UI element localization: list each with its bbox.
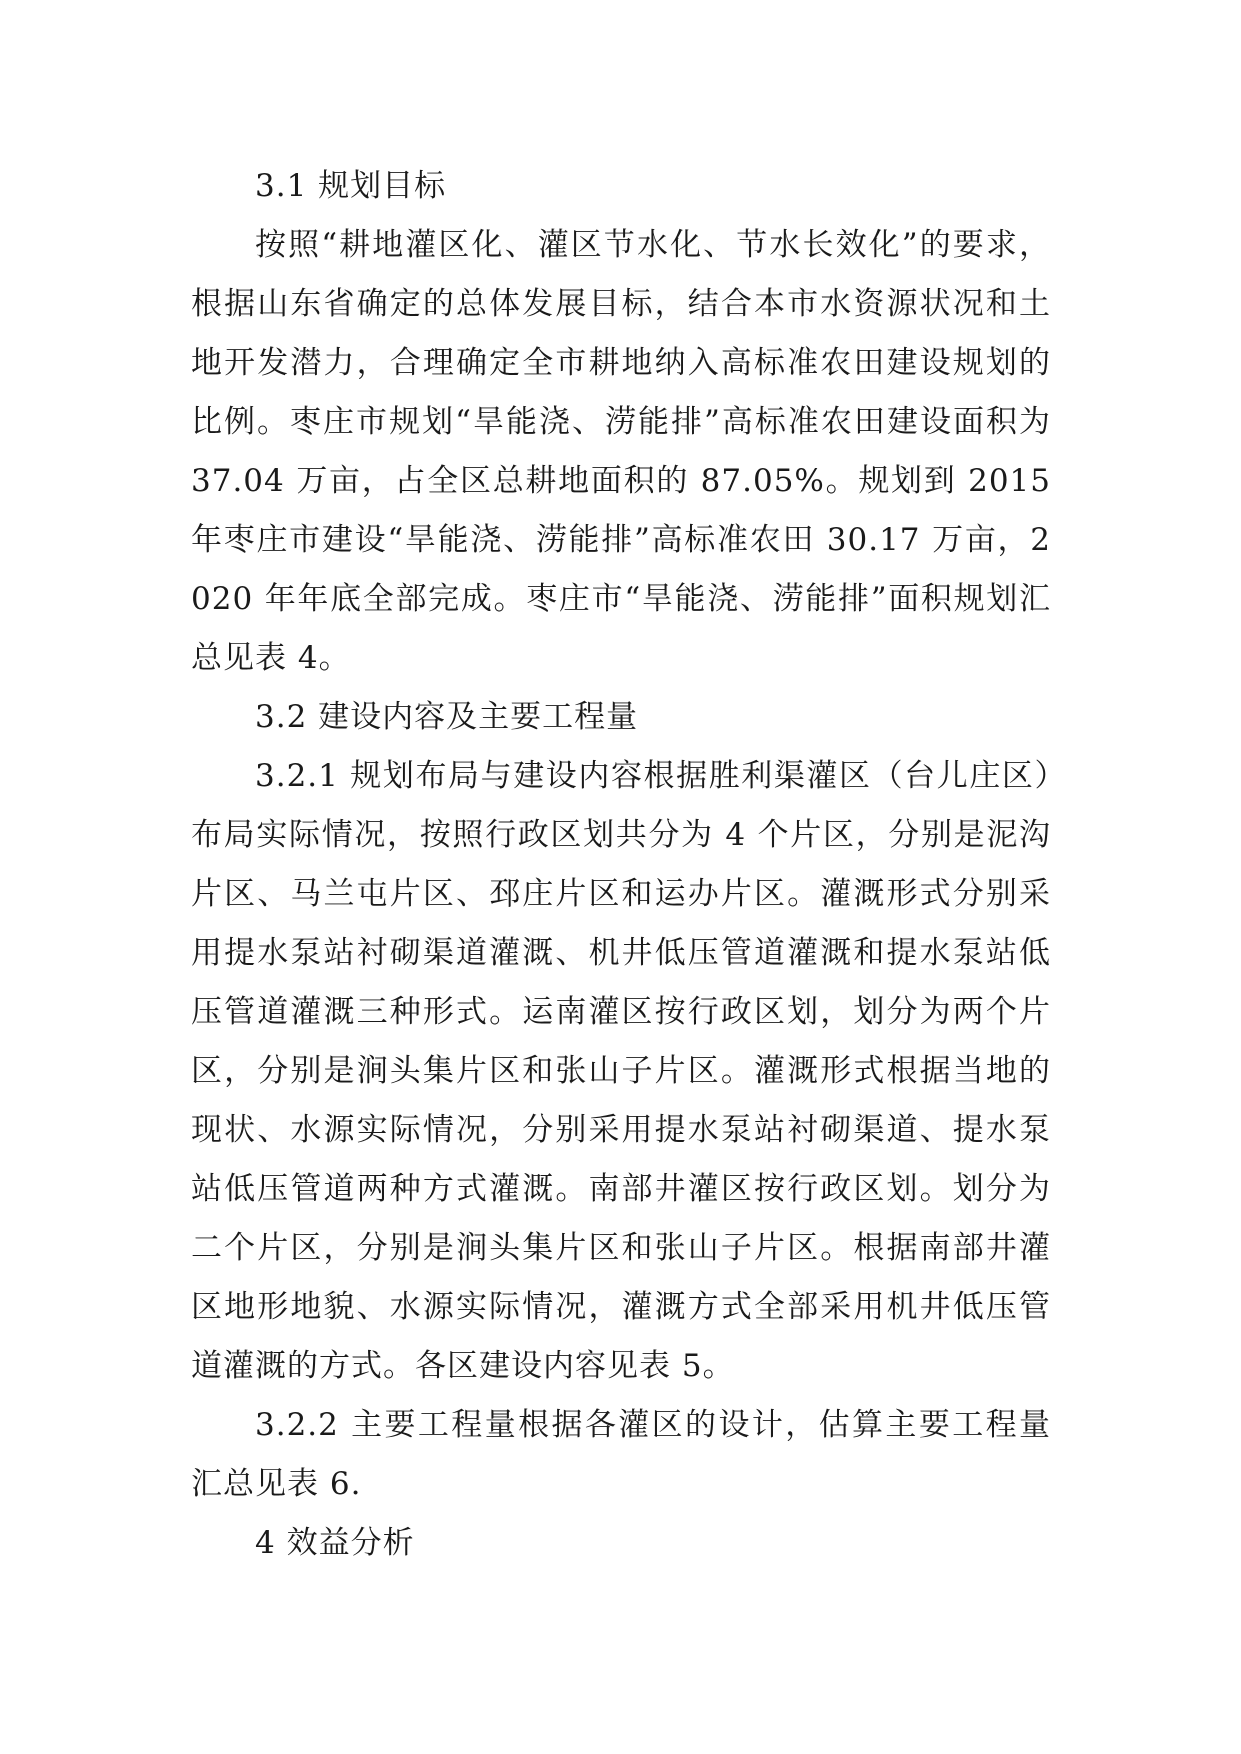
paragraph-planning-goals: 按照“耕地灌区化、灌区节水化、节水长效化”的要求，根据山东省确定的总体发展目标，结合本市水资源状况和土地开发潜力，合理确定全市耕地纳入高标准农田建设规划的比例。枣庄市规划“旱能浇、涝能排”高标准农田建设面积为 37.04 万亩，占全区总耕地面积的 87.05%。规划到 2015 年枣庄市建设“旱能浇、涝能排”高标准农田 30.17 万亩，2020 年年底全部完成。枣庄市“旱能浇、涝能排”面积规划汇总见表 4。 xyxy=(191,227,1051,676)
heading-4-benefit-analysis: 4 效益分析 xyxy=(255,1525,415,1561)
paragraph-main-quantities: 3.2.2 主要工程量根据各灌区的设计，估算主要工程量汇总见表 6. xyxy=(191,1407,1051,1502)
heading-3-2-construction-content: 3.2 建设内容及主要工程量 xyxy=(255,699,639,735)
paragraph-layout-and-content: 3.2.1 规划布局与建设内容根据胜利渠灌区（台儿庄区）布局实际情况，按照行政区划共分为 4 个片区，分别是泥沟片区、马兰屯片区、邳庄片区和运办片区。灌溉形式分别采用提水泵站衬砌渠道灌溉、机井低压管道灌溉和提水泵站低压管道灌溉三种形式。运南灌区按行政区划，划分为两个片区，分别是涧头集片区和张山子片区。灌溉形式根据当地的现状、水源实际情况，分别采用提水泵站衬砌渠道、提水泵站低压管道两种方式灌溉。南部井灌区按行政区划。划分为二个片区，分别是涧头集片区和张山子片区。根据南部井灌区地形地貌、水源实际情况，灌溉方式全部采用机井低压管道灌溉的方式。各区建设内容见表 5。 xyxy=(191,758,1051,1384)
document-body xyxy=(191,157,1051,1573)
heading-3-1-planning-goals: 3.1 规划目标 xyxy=(255,168,447,204)
